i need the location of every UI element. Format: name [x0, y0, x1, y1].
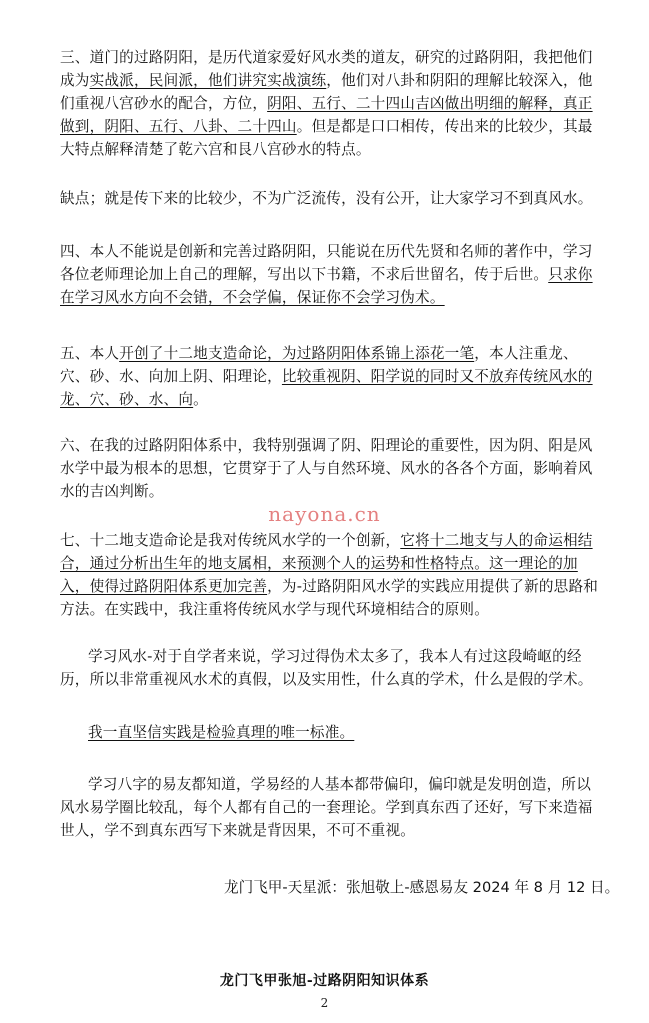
paragraph-5 — [60, 342, 600, 411]
paragraph-drawback: 缺点；就是传下来的比较少，不为广泛流传，没有公开，让大家学习不到真风水。 — [60, 190, 593, 207]
paragraph-9 — [60, 721, 600, 744]
text-segment: 。但是都是口口相传，传出来的比较少，其最大特点解释清楚了乾六宫和艮八宫砂水的特点。 — [60, 118, 593, 158]
text-segment: 四、本人不能说是创新和完善过路阴阳，只能说在历代先贤和名师的著作中，学习各位老师理论加上自己的理解，写出以下书籍，不求后世留名，传于后世。 — [60, 243, 593, 283]
text-segment: 。 — [193, 391, 208, 408]
paragraph-4 — [60, 240, 600, 309]
text-segment: ，本人注重龙、穴、砂、水、向加上阴、阳理论， — [60, 345, 578, 385]
paragraph-7 — [60, 529, 600, 621]
paragraph-3 — [60, 46, 600, 161]
underlined-text: 只求你在学习风水方向不会错，不会学偏，保证你不会学习伪术。 — [60, 266, 593, 306]
text-segment: 七、十二地支造命论是我对传统风水学的一个创新， — [60, 532, 401, 549]
underlined-text: 实战派，民间派，他们讲究实战演练 — [89, 72, 327, 89]
text-segment: 五、本人 — [60, 345, 120, 362]
footer-title: 龙门飞甲张旭-过路阴阳知识体系 — [219, 973, 430, 989]
signature: 龙门飞甲-天星派：张旭敬上-感恩易友 2024 年 8 月 12 日。 — [224, 879, 620, 896]
underlined-text: 开创了十二地支造命论，为过路阴阳体系锦上添花一笔 — [119, 345, 475, 362]
watermark: nayona.cn — [268, 502, 381, 526]
underlined-text: 比较重视阴、阳学说的同时又不放弃传统风水的龙、穴、砂、水、向 — [60, 368, 593, 408]
underlined-text: 阴阳、五行、二十四山吉凶做出明细的解释，真正做到，阴阳、五行、八卦、二十四山 — [60, 95, 593, 135]
page-number: 2 — [320, 996, 329, 1010]
paragraph-8: 学习风水-对于自学者来说，学习过得伪术太多了，我本人有过这段崎岖的经历，所以非常重视风水术的真假，以及实用性，什么真的学术，什么是假的学术。 — [60, 648, 593, 688]
underlined-text: 它将十二地支与人的命运相结合，通过分析出生年的地支属相，来预测个人的运势和性格特点。这一理论的加入，使得过路阴阳体系更加完善 — [60, 532, 593, 595]
underlined-text: 我一直坚信实践是检验真理的唯一标准。 — [88, 724, 355, 741]
paragraph-6: 六、在我的过路阴阳体系中，我特别强调了阴、阳理论的重要性，因为阴、阳是风水学中最为根本的思想，它贯穿于了人与自然环境、风水的各各个方面，影响着风水的吉凶判断。 — [60, 437, 593, 500]
text-segment: ，为-过路阴阳风水学的实践应用提供了新的思路和方法。在实践中，我注重将传统风水学与现代环境相结合的原则。 — [60, 578, 599, 618]
paragraph-10: 学习八字的易友都知道，学易经的人基本都带偏印，偏印就是发明创造，所以风水易学圈比较乱，每个人都有自己的一套理论。学到真东西了还好，写下来造福世人，学不到真东西写下来就是背因果，不可不重视。 — [60, 776, 593, 839]
text-segment: ，他们对八卦和阴阳的理解比较深入，他们重视八宫砂水的配合，方位， — [60, 72, 593, 112]
text-segment: 三、道门的过路阴阳，是历代道家爱好风水类的道友，研究的过路阴阳，我把他们成为 — [60, 49, 593, 89]
